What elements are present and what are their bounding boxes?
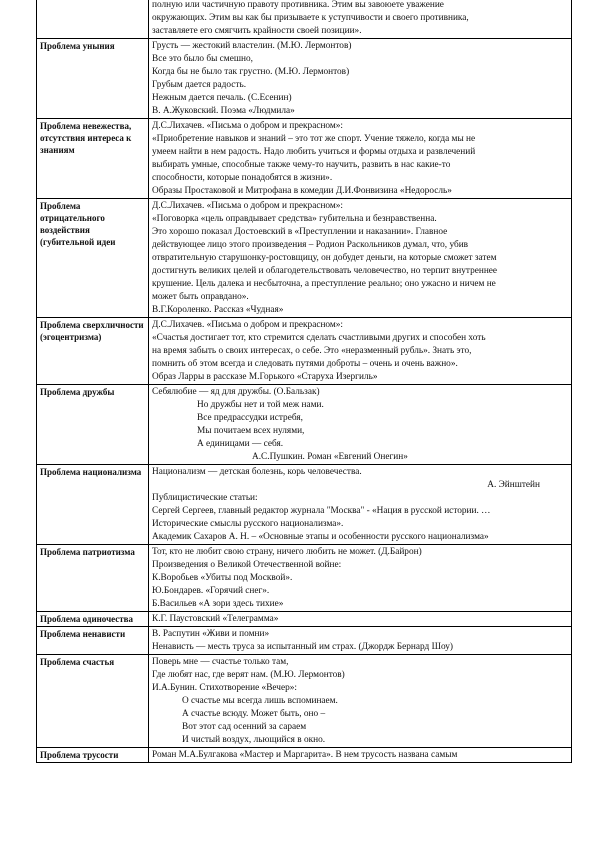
table-row (37, 545, 572, 612)
content-line: полную или частичную правоту противника. Этим вы завоюете уважение (152, 0, 444, 10)
table-row (37, 39, 572, 119)
table-row (37, 385, 572, 465)
content-cell (149, 119, 572, 199)
topic-cell: Проблема патриотизма (37, 545, 149, 612)
content-line: Это хорошо показал Достоевский в «Преступлении и наказании». Главное (152, 227, 448, 237)
content-line: Вот этот сад осенний за сараем (182, 722, 307, 732)
topic-cell: Проблема трусости (37, 748, 149, 763)
topic-cell: Проблема национализма (37, 465, 149, 545)
content-line: А единицами — себя. (197, 439, 284, 449)
content-line: Мы почитаем всех нулями, (197, 426, 305, 436)
content-cell (149, 612, 572, 627)
content-cell (149, 465, 572, 545)
topics-table (36, 0, 572, 763)
content-line: И чистый воздух, льющийся в окно. (182, 735, 326, 745)
topics-table-body (37, 0, 572, 763)
content-line: отвратительную старушонку-ростовщицу, он добудет деньги, на которые сможет затем (152, 253, 497, 263)
content-line: В. Распутин «Живи и помни» (152, 629, 270, 639)
content-line: Национализм — детская болезнь, корь человечества. (152, 467, 362, 477)
content-cell (149, 627, 572, 655)
content-line: умеем найти в нем радость. Надо любить учиться и формы отдыха и развлечений (152, 147, 476, 157)
content-line: К.Воробьев «Убиты под Москвой». (152, 573, 293, 583)
content-line: Все это было бы смешно, (152, 54, 253, 64)
content-line: Грубым дается радость. (152, 80, 247, 90)
content-line: Ненависть — месть труса за испытанный им страх. (Джордж Бернард Шоу) (152, 642, 454, 652)
table-row (37, 655, 572, 748)
content-line: достигнуть великих целей и облагодетельствовать человечество, но терпит внутреннее (152, 266, 498, 276)
content-line: К.Г. Паустовский «Телеграмма» (152, 614, 279, 624)
content-line: Образ Ларры в рассказе М.Горького «Старуха Изергиль» (152, 372, 378, 382)
topic-cell: Проблема дружбы (37, 385, 149, 465)
content-line: «Приобретение навыков и знаний – это тот же спорт. Учение тяжело, когда мы не (152, 134, 476, 144)
content-line: В.Г.Короленко. Рассказ «Чудная» (152, 305, 284, 315)
content-cell (149, 655, 572, 748)
content-cell (149, 545, 572, 612)
content-line: Себялюбие — яд для дружбы. (О.Бальзак) (152, 387, 320, 397)
content-cell (149, 199, 572, 318)
content-line: Где любят нас, где верят нам. (М.Ю. Лермонтов) (152, 670, 345, 680)
topic-cell: Проблема одиночества (37, 612, 149, 627)
content-cell (149, 39, 572, 119)
content-line: помнить об этом всегда и следовать путями доброты – очень и очень важно». (152, 359, 458, 369)
content-line: Исторические смыслы русского национализма». (152, 519, 344, 529)
content-line: Д.С.Лихачев. «Письма о добром и прекрасном»: (152, 121, 344, 131)
topic-cell: Проблема сверхличности (эгоцентризма) (37, 318, 149, 385)
content-line: Д.С.Лихачев. «Письма о добром и прекрасном»: (152, 201, 344, 211)
table-row (37, 318, 572, 385)
topic-cell: Проблема ненависти (37, 627, 149, 655)
content-line: Ю.Бондарев. «Горячий снег». (152, 586, 270, 596)
table-row (37, 627, 572, 655)
content-line: А. Эйнштейн (487, 480, 540, 490)
content-cell (149, 0, 572, 39)
content-line: Все предрассудки истребя, (197, 413, 303, 423)
table-row (37, 199, 572, 318)
content-line: Образы Простаковой и Митрофана в комедии Д.И.Фонвизина «Недоросль» (152, 186, 452, 196)
content-line: Роман М.А.Булгакова «Мастер и Маргарита». В нем трусость названа самым (152, 750, 458, 760)
content-line: на время забыть о своих интересах, о себе. Это «неразменный рубль». Знать это, (152, 346, 472, 356)
table-row (37, 748, 572, 763)
content-line: действующее лицо этого произведения – Родион Раскольников думал, что, убив (152, 240, 469, 250)
content-line: А.С.Пушкин. Роман «Евгений Онегин» (252, 452, 408, 462)
content-line: способности, которые понадобятся в жизни». (152, 173, 333, 183)
content-line: Сергей Сергеев, главный редактор журнала "Москва" - «Нация в русской истории. … (152, 506, 491, 516)
topic-cell (37, 0, 149, 39)
content-cell (149, 748, 572, 763)
content-line: Грусть — жестокий властелин. (М.Ю. Лермонтов) (152, 41, 352, 51)
content-line: Нежным дается печаль. (С.Есенин) (152, 93, 292, 103)
content-line: Поверь мне — счастье только там, (152, 657, 289, 667)
content-line: А счастье всюду. Может быть, оно – (182, 709, 326, 719)
table-row (37, 119, 572, 199)
content-line: Публицистические статьи: (152, 493, 258, 503)
content-line: заставляете его смягчить крайности своей позиции». (152, 26, 362, 36)
table-row (37, 465, 572, 545)
content-line: Б.Васильев «А зори здесь тихие» (152, 599, 284, 609)
content-line: Тот, кто не любит свою страну, ничего любить не может. (Д.Байрон) (152, 547, 422, 557)
topic-cell: Проблема счастья (37, 655, 149, 748)
content-line: Академик Сахаров А. Н. – «Основные этапы и особенности русского национализма» (152, 532, 489, 542)
table-row (37, 0, 572, 39)
content-line: «Счастья достигает тот, кто стремится сделать счастливыми других и способен хоть (152, 333, 486, 343)
topic-cell: Проблема отрицательного воздействия (губительной идеи (37, 199, 149, 318)
content-line: «Поговорка «цель оправдывает средства» губительна и безнравственна. (152, 214, 437, 224)
content-line: крушение. Цель далека и несбыточна, а преступление реально; оно ужасно и ничем не (152, 279, 496, 289)
topic-cell: Проблема уныния (37, 39, 149, 119)
content-line: И.А.Бунин. Стихотворение «Вечер»: (152, 683, 297, 693)
content-line: Произведения о Великой Отечественной войне: (152, 560, 342, 570)
content-line: окружающих. Этим вы как бы призываете к уступчивости и своего противника, (152, 13, 469, 23)
content-cell (149, 385, 572, 465)
table-row (37, 612, 572, 627)
content-line: В. А.Жуковский. Поэма «Людмила» (152, 106, 295, 116)
topic-cell: Проблема невежества, отсутствия интереса к знаниям (37, 119, 149, 199)
content-line: Д.С.Лихачев. «Письма о добром и прекрасном»: (152, 320, 344, 330)
content-line: выбирать умные, способные также чему-то научить, развить в нас какие-то (152, 160, 451, 170)
content-line: Но дружбы нет и той меж нами. (197, 400, 324, 410)
content-line: может быть оправдано». (152, 292, 249, 302)
content-line: О счастье мы всегда лишь вспоминаем. (182, 696, 338, 706)
content-line: Когда бы не было так грустно. (М.Ю. Лермонтов) (152, 67, 350, 77)
content-cell (149, 318, 572, 385)
